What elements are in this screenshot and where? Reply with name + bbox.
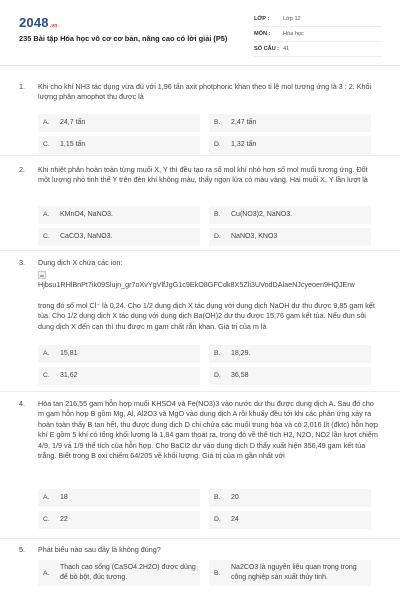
option-letter: B. (214, 570, 221, 577)
option-letter: A. (43, 119, 50, 126)
option-text: KMnO4, NaNO3. (60, 211, 113, 218)
option-a[interactable] (38, 345, 200, 363)
option-letter: D. (214, 516, 221, 523)
meta-info (254, 12, 382, 57)
option-letter: D. (214, 141, 221, 148)
option-letter: A. (43, 570, 50, 577)
option-d[interactable] (209, 511, 371, 529)
meta-value: Hóa học (283, 31, 304, 37)
option-text: 2,47 tấn (231, 119, 257, 126)
option-text: 15,81 (60, 350, 78, 357)
meta-key: LỚP : (254, 16, 270, 22)
option-d[interactable] (209, 136, 371, 154)
option-text: 18 (60, 494, 68, 501)
option-text: Thạch cao sống (CaSO4.2H2O) được dùng để bó bột, đúc tượng. (60, 564, 196, 582)
question-number: 5. (19, 545, 25, 554)
question-number: 4. (19, 399, 25, 408)
question-text: Khi cho khí NH3 tác dụng vừa đủ với 1,96 tấn axit photphoric khan theo tỉ lệ mol tương ứng là 3 : 2. Khối lượng phân amophot thu được là (38, 82, 372, 102)
option-letter: B. (214, 119, 221, 126)
divider (0, 155, 400, 156)
meta-class (254, 12, 382, 27)
option-text: 24,7 tấn (60, 119, 86, 126)
divider (0, 250, 400, 251)
option-letter: B. (214, 211, 221, 218)
question-text: Dung dịch X chứa các ion: (38, 258, 123, 267)
option-d[interactable] (209, 228, 371, 246)
question-text: Hòa tan 216,55 gam hỗn hợp muối KHSO4 và Fe(NO3)3 vào nước dư thu được dung dịch A. Sau đó cho m gam hỗn hợp B gồm Mg, Al, Al2O3 và MgO vào dung dịch A rồi khuấy đều tới khi các phản ứng xảy ra hoàn toàn thấy B tan hết, thu được dung dịch D chỉ chứa các muối trung hòa và có 2,016 lít (đktc) hỗn hợp khí E gồm 5 khí có tổng khối lượng là 1,84 gam thoát ra, trong đó về thể tích H2, N2O, NO2 lần lượt chiếm 4/9, 1/9 và 1/9 thể tích của hỗn hợp. Cho BaCl2 dư vào dung dịch D thấy xuất hiện 356,49 gam kết tủa trắng. Biết trong B oxi chiếm 64/205 về khối lượng. Giá trị của m gần nhất với (38, 399, 378, 461)
broken-image-icon (38, 271, 46, 279)
meta-value: 41 (283, 46, 290, 52)
option-a[interactable] (38, 489, 200, 507)
option-letter: D. (214, 233, 221, 240)
option-text: 31,62 (60, 372, 78, 379)
question-text: Khi nhiệt phân hoàn toàn từng muối X, Y thì đều tạo ra số mol khí nhỏ hơn số mol muối tương ứng. Đốt một lượng nhỏ tinh thể Y trên đèn khí không màu, thấy ngọn lửa có màu vàng. Hai muối X, Y lần lượt là (38, 165, 368, 185)
option-letter: B. (214, 350, 221, 357)
meta-count (254, 42, 382, 57)
option-b[interactable] (209, 560, 371, 586)
option-text: NaNO3, KNO3 (231, 233, 278, 240)
option-letter: C. (43, 516, 50, 523)
logo-main: 2048 (19, 15, 49, 30)
meta-value: Lớp 12 (283, 16, 301, 22)
option-b[interactable] (209, 206, 371, 224)
option-c[interactable] (38, 136, 200, 154)
option-b[interactable] (209, 345, 371, 363)
option-letter: D. (214, 372, 221, 379)
page-title: 235 Bài tập Hóa học vô cơ cơ bản, nâng cao có lời giải (P5) (19, 34, 228, 43)
option-text: Cu(NO3)2, NaNO3. (231, 211, 293, 218)
option-b[interactable] (209, 114, 371, 132)
meta-subject (254, 27, 382, 42)
question-number: 1. (19, 82, 25, 91)
meta-key: SỐ CÂU : (254, 46, 280, 52)
option-text: 1,15 tấn (60, 141, 86, 148)
option-d[interactable] (209, 367, 371, 385)
question-text: Phát biểu nào sau đây là không đúng? (38, 545, 161, 554)
option-letter: C. (43, 372, 50, 379)
meta-key: MÔN : (254, 31, 271, 37)
option-c[interactable] (38, 367, 200, 385)
logo-sub: .vn (49, 23, 58, 29)
option-a[interactable] (38, 114, 200, 132)
option-text: 1,32 tấn (231, 141, 257, 148)
option-text: 24 (231, 516, 239, 523)
option-c[interactable] (38, 228, 200, 246)
option-letter: A. (43, 494, 50, 501)
option-b[interactable] (209, 489, 371, 507)
option-text: Na2CO3 là nguyên liệu quan trọng trong công nghiệp sản xuất thủy tinh. (231, 564, 357, 582)
option-letter: C. (43, 141, 50, 148)
option-text: 36,58 (231, 372, 249, 379)
option-letter: A. (43, 211, 50, 218)
option-letter: A. (43, 350, 50, 357)
image-alt-text: Hjbsu1RHlBnPt7ik09Slujn_gr7oXvYgVlfJgG1c9EkO8GFCdk8X5Zli3UVodDAlaeNJcyeoen9HQJErw (38, 280, 355, 289)
option-letter: B. (214, 494, 221, 501)
question-number: 2. (19, 165, 25, 174)
option-text: CaCO3, NaNO3. (60, 233, 113, 240)
option-letter: C. (43, 233, 50, 240)
option-a[interactable] (38, 560, 200, 586)
question-text-continued: trong đó số mol Cl⁻ là 0,24. Cho 1/2 dung dịch X tác dụng với dung dịch NaOH dư thu được 9,85 gam kết tủa. Cho 1/2 dung dịch X tác dụng với dung dịch Ba(OH)2 dư thu được 15,76 gam kết tủa. Nếu đun sôi dung dịch X đến cạn thì thu được m gam chất rắn khan. Giá trị của m là (38, 301, 375, 331)
question-number: 3. (19, 258, 25, 267)
option-text: 18,29. (231, 350, 251, 357)
option-text: 20 (231, 494, 239, 501)
site-logo[interactable] (19, 14, 58, 33)
page-header (0, 0, 400, 66)
option-a[interactable] (38, 206, 200, 224)
option-text: 22 (60, 516, 68, 523)
divider (0, 391, 400, 392)
divider (0, 538, 400, 539)
option-c[interactable] (38, 511, 200, 529)
